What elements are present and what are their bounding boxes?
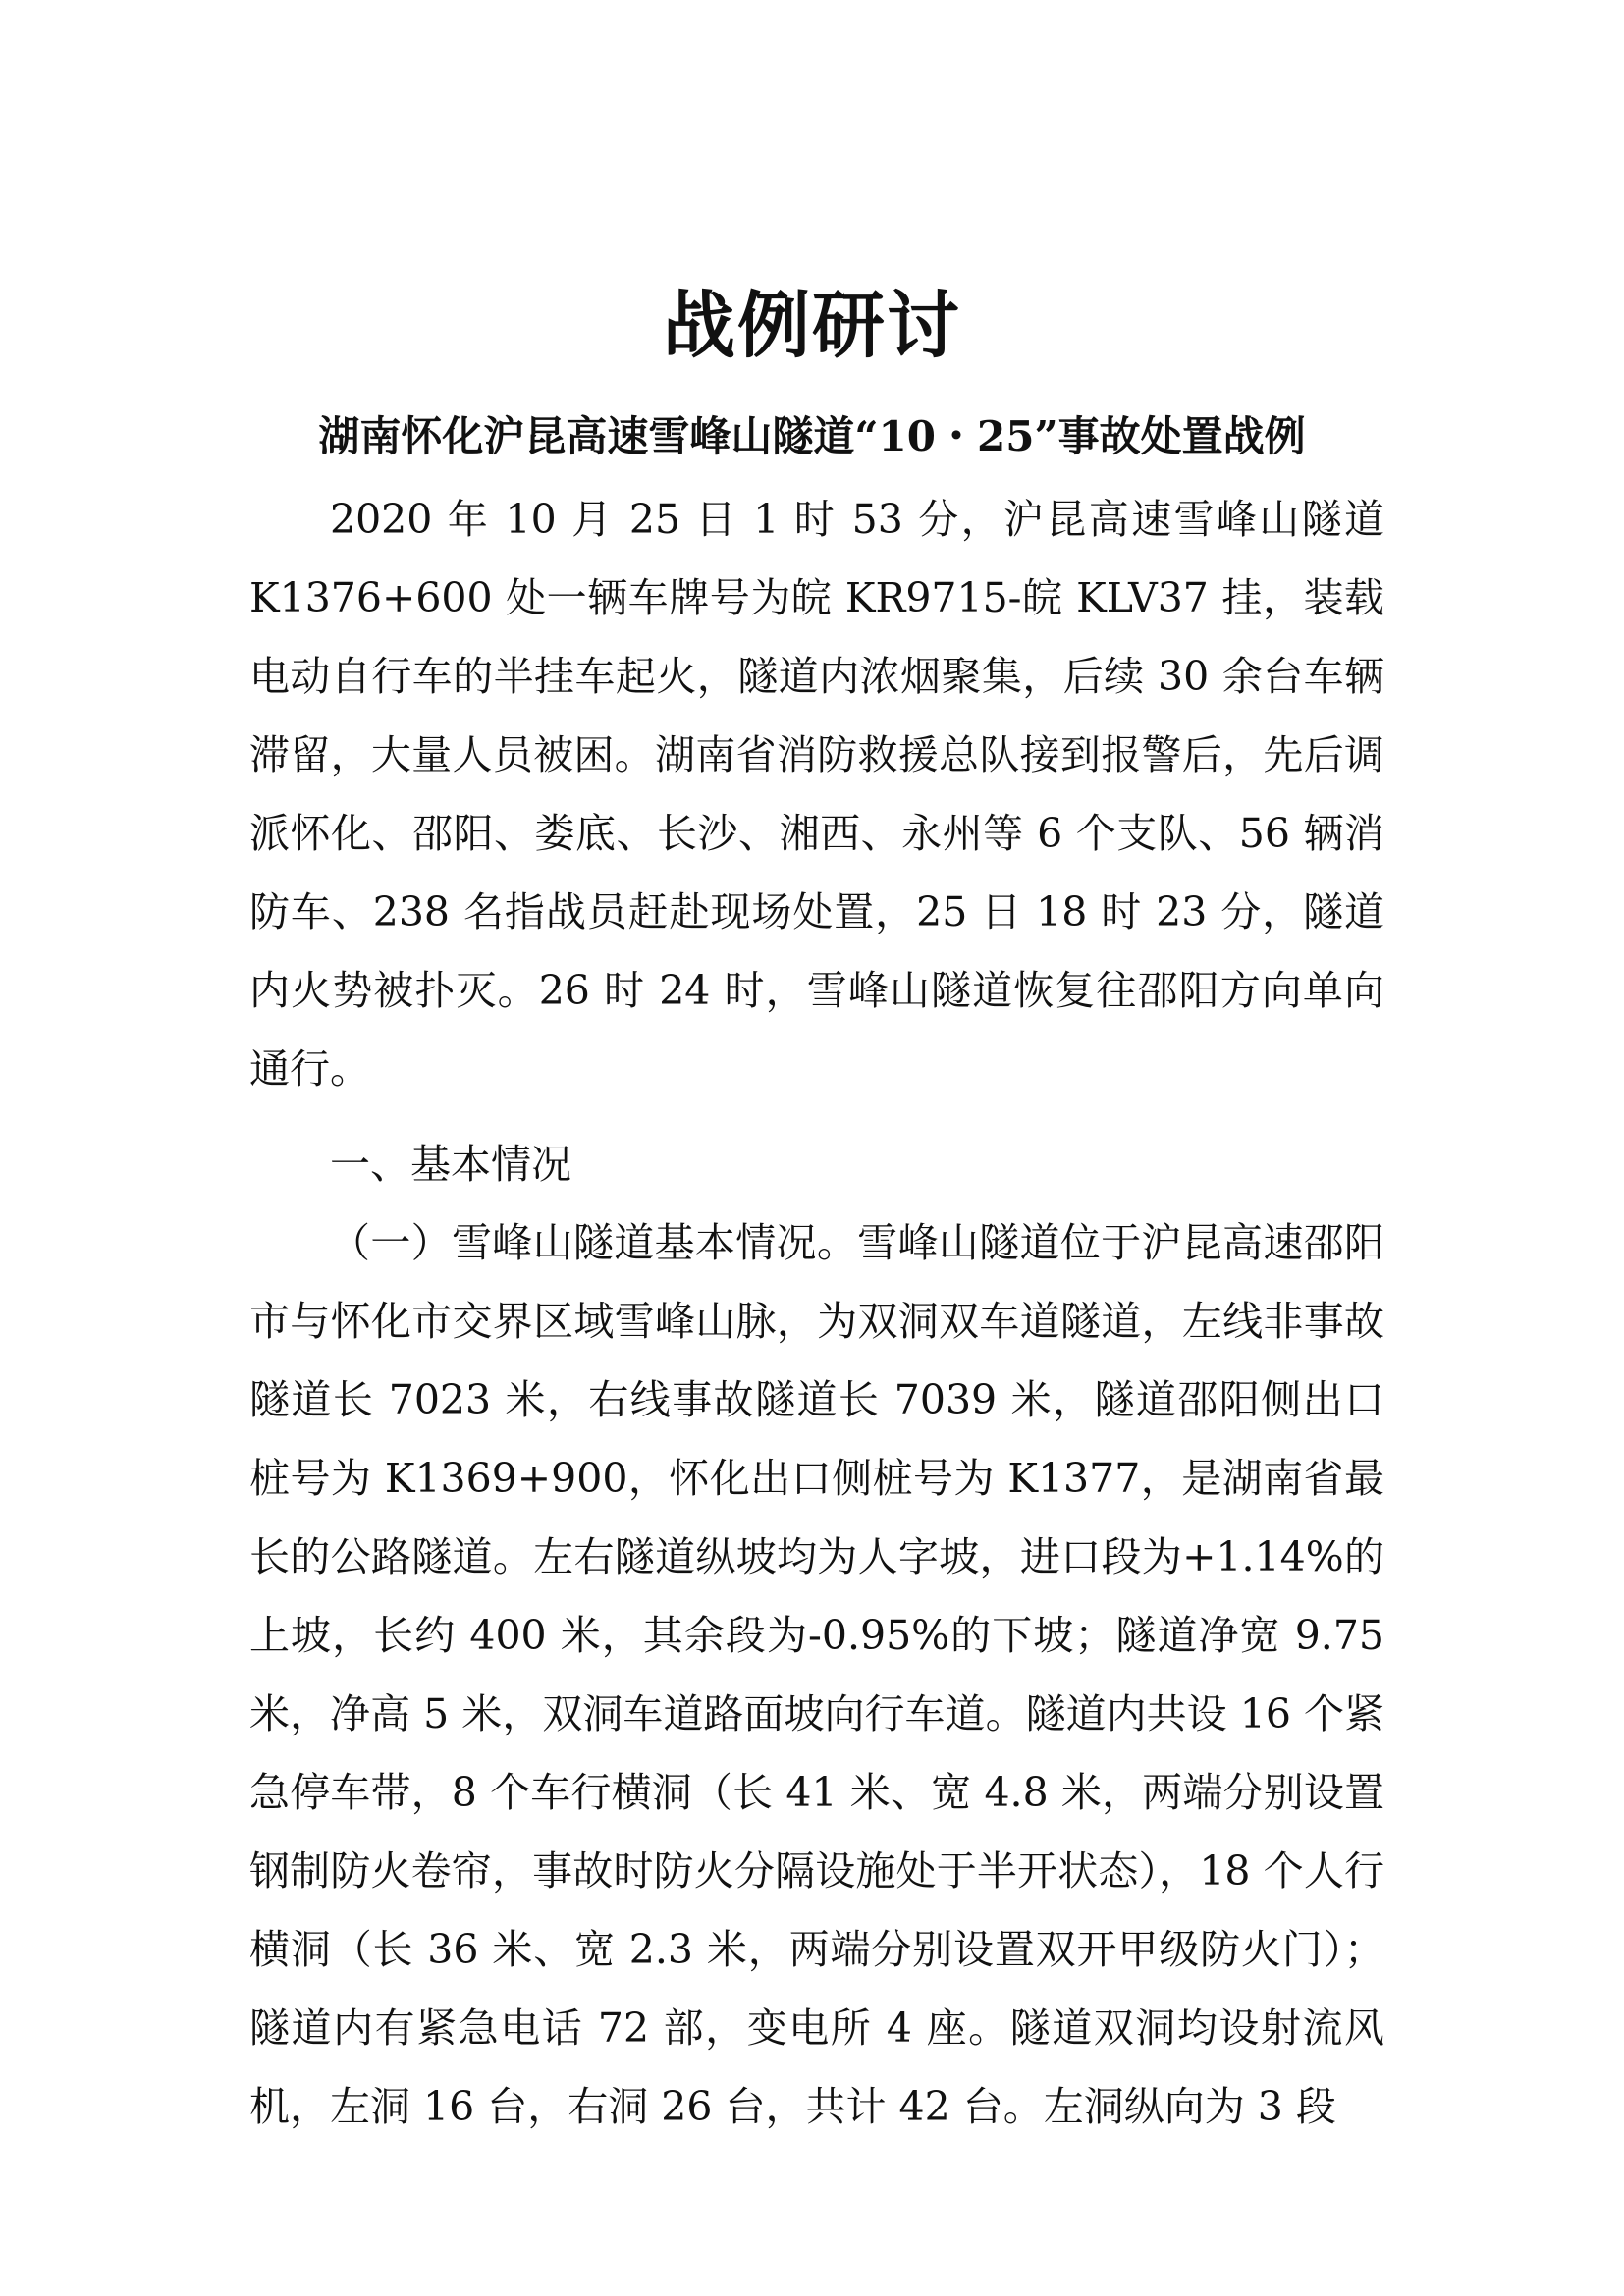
section-heading-basic-situation: 一、基本情况 xyxy=(330,1141,571,1188)
tunnel-basic-info-paragraph: （一）雪峰山隧道基本情况。雪峰山隧道位于沪昆高速邵阳市与怀化市交界区域雪峰山脉，为双洞双车道隧道，左线非事故隧道长 7023 米，右线事故隧道长 7039 米，隧道邵阳侧出口桩号为 K1369+900，怀化出口侧桩号为 K1377，是湖南省最长的公路隧道。左右隧道纵坡均为人字坡，进口段为+1.14%的上坡，长约 400 米，其余段为-0.95%的下坡；隧道净宽 9.75 米，净高 5 米，双洞车道路面坡向行车道。隧道内共设 16 个紧急停车带，8 个车行横洞（长 41 米、宽 4.8 米，两端分别设置钢制防火卷帘，事故时防火分隔设施处于半开状态），18 个人行横洞（长 36 米、宽 2.3 米，两端分别设置双开甲级防火门）；隧道内有紧急电话 72 部，变电所 4 座。隧道双洞均设射流风机，左洞 16 台，右洞 26 台，共计 42 台。左洞纵向为 3 段 xyxy=(249,1219,1384,2130)
document-title: 战例研讨 xyxy=(663,284,961,368)
document-body xyxy=(249,480,1384,2146)
document-subtitle: 湖南怀化沪昆高速雪峰山隧道“10・25”事故处置战例 xyxy=(318,412,1306,460)
intro-paragraph: 2020 年 10 月 25 日 1 时 53 分，沪昆高速雪峰山隧道 K1376+600 处一辆车牌号为皖 KR9715-皖 KLV37 挂，装载电动自行车的半挂车起火，隧道内浓烟聚集，后续 30 余台车辆滞留，大量人员被困。湖南省消防救援总队接到报警后，先后调派怀化、邵阳、娄底、长沙、湘西、永州等 6 个支队、56 辆消防车、238 名指战员赶赴现场处置，25 日 18 时 23 分，隧道内火势被扑灭。26 时 24 时，雪峰山隧道恢复往邵阳方向单向通行。 xyxy=(249,496,1384,1093)
